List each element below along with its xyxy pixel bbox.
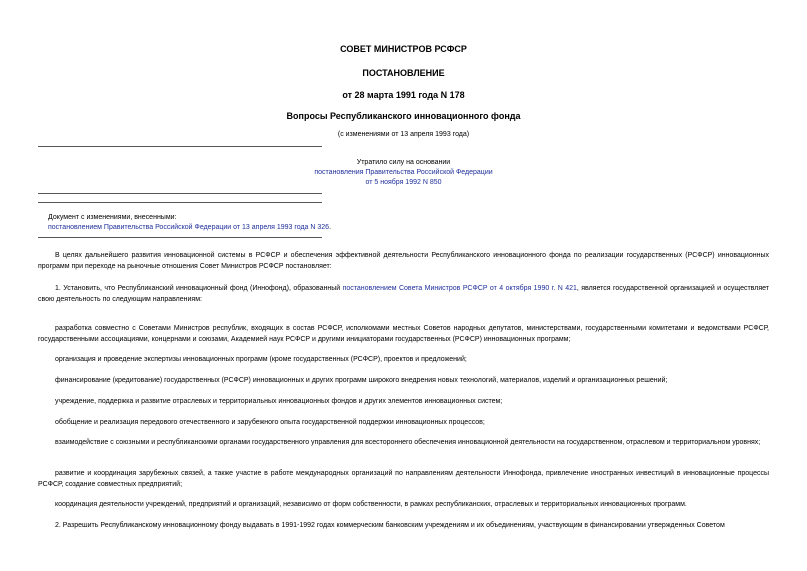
divider <box>38 202 322 203</box>
repeal-decree-date-link[interactable]: от 5 ноября 1992 N 850 <box>365 179 442 186</box>
list-item: обобщение и реализация передового отечественного и зарубежного опыта государственной поддержки инновационных процессов; <box>55 419 485 426</box>
issuing-authority: СОВЕТ МИНИСТРОВ РСФСР <box>340 44 467 54</box>
divider <box>38 146 322 147</box>
founding-decree-link[interactable]: постановлением Совета Министров РСФСР от 4 октября 1990 г. N 421 <box>342 285 577 292</box>
paragraph-1 <box>38 283 769 305</box>
list-item: взаимодействие с союзными и республиканскими органами государственного управления для всестороннего обеспечения инновационной деятельности на государственном, отраслевом и территориальном уровнях; <box>55 439 761 446</box>
list-item: организация и проведение экспертизы инновационных программ (кроме государственных (РСФСР), проектов и предложений; <box>55 356 467 363</box>
document-date-number: от 28 марта 1991 года N 178 <box>342 90 465 100</box>
list-item: развитие и координация зарубежных связей, а также участие в работе международных организаций по направлениям деятельности Иннофонда, привлечение иностранных инвестиций в инновационные процессы РСФСР, создание совместных предприятий; <box>38 470 769 488</box>
list-item: учреждение, поддержка и развитие отраслевых и территориальных инновационных фондов и других элементов инновационных систем; <box>55 398 503 405</box>
divider <box>38 193 322 194</box>
list-item: координация деятельности учреждений, предприятий и организаций, независимо от форм собственности, в рамках республиканских, отраслевых и территориальных инновационных программ. <box>55 501 687 508</box>
changes-suffix: . <box>329 224 332 231</box>
divider <box>38 237 322 238</box>
changes-label: Документ с изменениями, внесенными: <box>48 214 177 221</box>
paragraph-1-text: 1. Установить, что Республиканский инновационный фонд (Иннофонд), образованный <box>55 285 343 292</box>
repeal-link-container <box>0 168 807 177</box>
intro-paragraph: В целях дальнейшего развития инновационной системы в РСФСР и обеспечения эффективной деятельности Республиканского инновационного фонда по реализации государственных (РСФСР) инновационных программ при переходе на рыночные отношения Совет Министров РСФСР постановляет: <box>38 252 769 270</box>
changes-note <box>48 223 331 232</box>
document-title: Вопросы Республиканского инновационного фонда <box>286 111 521 121</box>
repeal-decree-link[interactable]: постановления Правительства Российской Федерации <box>314 169 493 176</box>
document-type: ПОСТАНОВЛЕНИЕ <box>362 68 445 78</box>
list-item: финансирование (кредитование) государственных (РСФСР) инновационных и других программ широкого внедрения новых технологий, материалов, изделий и организационных решений; <box>55 377 668 384</box>
paragraph-2: 2. Разрешить Республиканскому инновационному фонду выдавать в 1991-1992 годах коммерческим банковским учреждениям и их объединениям, участвующим в финансировании утвержденных Советом <box>55 522 725 529</box>
repeal-link-container-2 <box>0 178 807 187</box>
amending-decree-link[interactable]: постановлением Правительства Российской Федерации от 13 апреля 1993 года N 326 <box>48 224 330 231</box>
list-item: разработка совместно с Советами Министров республик, входящих в состав РСФСР, исполкомами местных Советов народных депутатов, министерствами, государственными комитетами и ведомствами РСФСР, государственными ассоциациями, концернами и союзами, Академией наук РСФСР и другими инициаторами государственных (РСФСР) инновационных программ; <box>38 325 769 343</box>
repeal-note: Утратило силу на основании <box>356 159 451 166</box>
amendments-note: (с изменениями от 13 апреля 1993 года) <box>337 131 470 138</box>
paragraph-1-text-end: , является государственной организацией и осуществляет свою деятельность по следующим направлениям: <box>38 285 769 303</box>
